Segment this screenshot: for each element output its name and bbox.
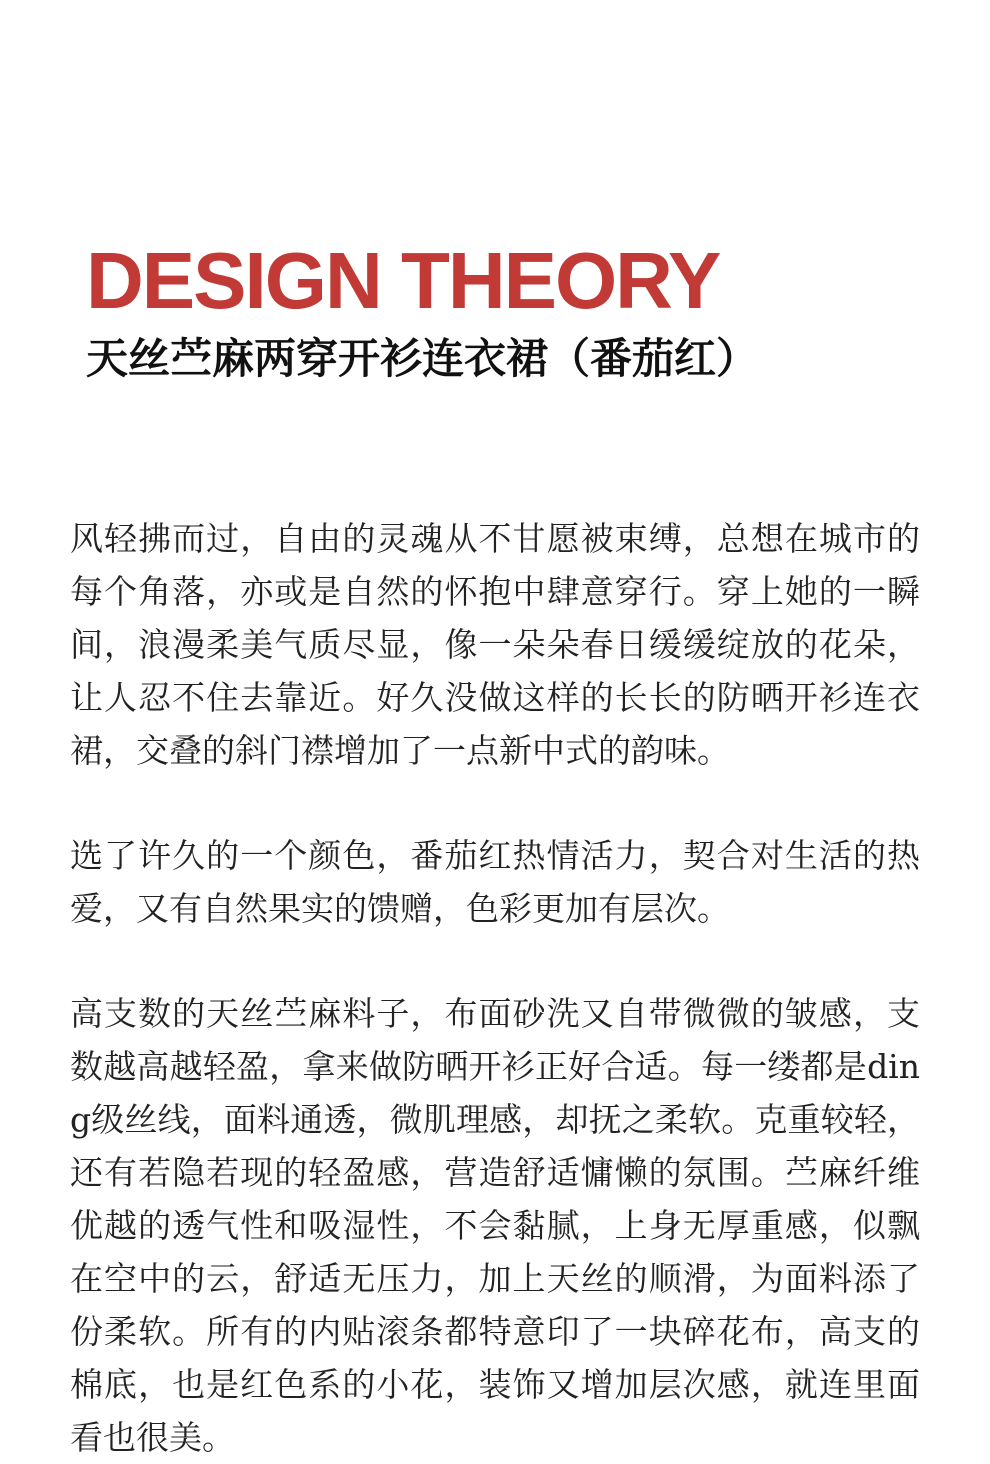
section-title-en: DESIGN THEORY	[86, 236, 720, 325]
description-body	[70, 512, 920, 1464]
description-paragraph-3: 高支数的天丝苎麻料子，布面砂洗又自带微微的皱感，支数越高越轻盈，拿来做防晒开衫正好合适。每一缕都是ding级丝线，面料通透，微肌理感，却抚之柔软。克重较轻，还有若隐若现的轻盈感，营造舒适慵懒的氛围。苎麻纤维优越的透气性和吸湿性，不会黏腻，上身无厚重感，似飘在空中的云，舒适无压力，加上天丝的顺滑，为面料添了份柔软。所有的内贴滚条都特意印了一块碎花布，高支的棉底，也是红色系的小花，装饰又增加层次感，就连里面看也很美。	[70, 994, 920, 1457]
product-title: 天丝苎麻两穿开衫连衣裙（番茄红）	[86, 334, 759, 383]
description-paragraph-1: 风轻拂而过，自由的灵魂从不甘愿被束缚，总想在城市的每个角落，亦或是自然的怀抱中肆意穿行。穿上她的一瞬间，浪漫柔美气质尽显，像一朵朵春日缓缓绽放的花朵，让人忍不住去靠近。好久没做这样的长长的防晒开衫连衣裙，交叠的斜门襟增加了一点新中式的韵味。	[70, 519, 920, 770]
description-paragraph-2: 选了许久的一个颜色，番茄红热情活力，契合对生活的热爱，又有自然果实的馈赠，色彩更加有层次。	[70, 836, 920, 928]
